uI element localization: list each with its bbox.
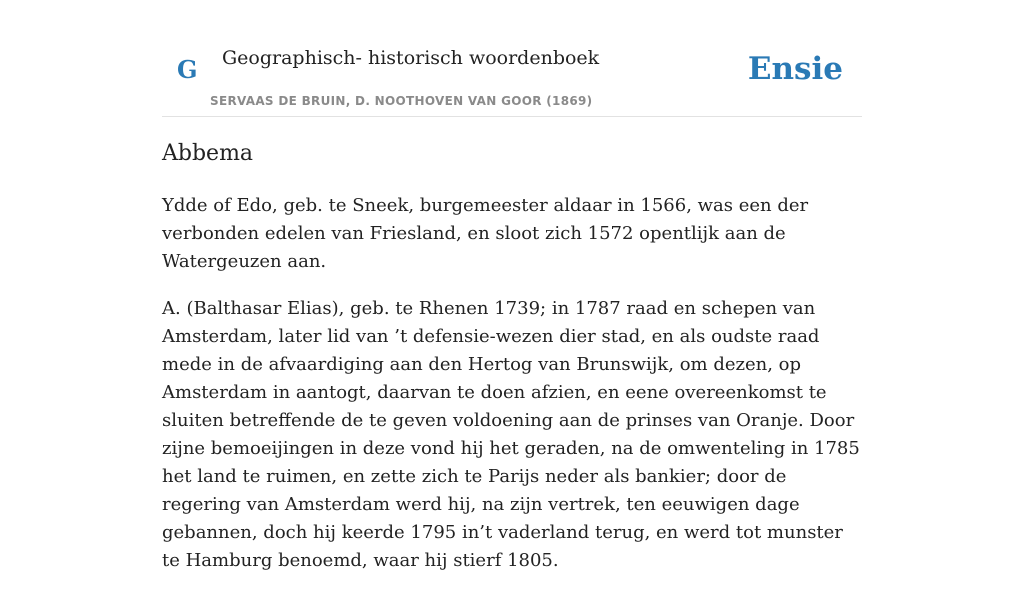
entry-title: Abbema [162,141,254,166]
source-logo-letter[interactable]: G [177,55,198,84]
entry-body [162,192,862,594]
book-title[interactable]: Geographisch- historisch woordenboek [222,47,600,69]
entry-paragraph: A. (Balthasar Elias), geb. te Rhenen 1739; in 1787 raad en schepen van Amsterdam, later lid van ’t defensie-wezen dier stad, en als oudste raad mede in de afvaardiging aan den Hertog van Brunswijk, om dezen, op Amsterdam in aantogt, daarvan te doen afzien, en eene overeenkomst te sluiten betreffende de te geven voldoening aan de prinses van Oranje. Door zijne bemoeijingen in deze vond hij het geraden, na de omwenteling in 1785 het land te ruimen, en zette zich te Parijs neder als bankier; door de regering van Amsterdam werd hij, na zijn vertrek, ten eeuwigen dage gebannen, doch hij keerde 1795 in’t vaderland terug, en werd tot munster te Hamburg benoemd, waar hij stierf 1805. [162,298,860,571]
ensie-logo[interactable]: Ensie [747,51,843,87]
book-authors: SERVAAS DE BRUIN, D. NOOTHOVEN VAN GOOR (1869) [210,94,593,108]
entry-paragraph: Ydde of Edo, geb. te Sneek, burgemeester aldaar in 1566, was een der verbonden edelen van Friesland, en sloot zich 1572 opentlijk aan de Watergeuzen aan. [162,195,809,272]
source-header [162,0,862,117]
